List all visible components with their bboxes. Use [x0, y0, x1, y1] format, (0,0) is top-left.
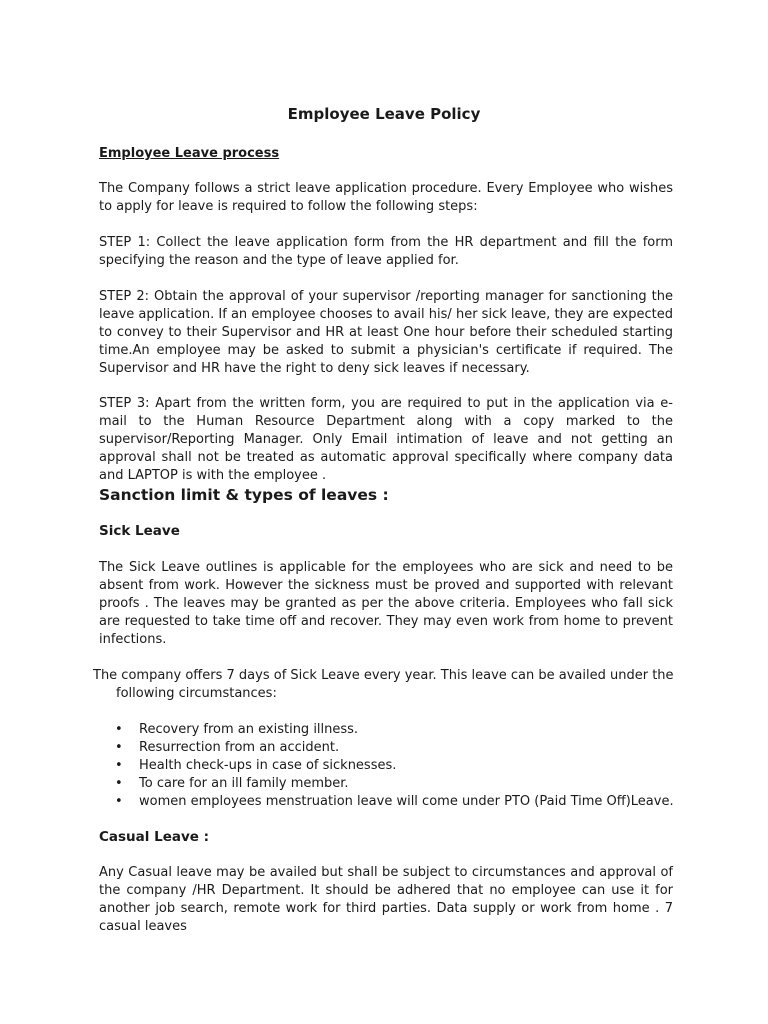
list-item: • To care for an ill family member. — [115, 775, 675, 793]
process-heading: Employee Leave process — [99, 146, 280, 161]
process-heading-wrap — [99, 145, 673, 163]
step2-paragraph: STEP 2: Obtain the approval of your supervisor /reporting manager for sanctioning the leave application. If an employee chooses to avail his/ her sick leave, they are expected to convey to their Supervisor and HR at least One hour before their scheduled starting time.An employee may be asked to submit a physician's certificate if required. The Supervisor and HR have the right to deny sick leaves if necessary. — [99, 289, 673, 376]
list-item: • women employees menstruation leave will come under PTO (Paid Time Off)Leave. — [115, 793, 675, 811]
sick-leave-heading: Sick Leave — [99, 523, 180, 539]
sanction-heading: Sanction limit & types of leaves : — [99, 486, 389, 504]
list-item: • Recovery from an existing illness. — [115, 721, 675, 739]
intro-paragraph: The Company follows a strict leave application procedure. Every Employee who wishes to apply for leave is required to follow the following steps: — [99, 181, 673, 214]
document-title: Employee Leave Policy — [287, 105, 481, 123]
casual-leave-description: Any Casual leave may be availed but shall be subject to circumstances and approval of the company /HR Department. It should be adhered that no employee can use it for another job search, remote work for third parties. Data supply or work from home . 7 casual leaves — [99, 865, 673, 934]
sick-leave-description: The Sick Leave outlines is applicable for the employees who are sick and need to be absent from work. However the sickness must be proved and supported with relevant proofs . The leaves may be granted as per the above criteria. Employees who fall sick are requested to take time off and recover. They may even work from home to prevent infections. — [99, 560, 673, 647]
list-item: • Health check-ups in case of sicknesses. — [115, 757, 675, 775]
step3-paragraph: STEP 3: Apart from the written form, you are required to put in the application via e-mail to the Human Resource Department along with a copy marked to the supervisor/Reporting Manager. Only Email intimation of leave and not getting an approval shall not be treated as automatic approval specifically where company data and LAPTOP is with the employee . — [99, 396, 673, 483]
sick-leave-circumstances — [115, 721, 675, 811]
casual-leave-heading: Casual Leave : — [99, 829, 210, 845]
sick-leave-offer: The company offers 7 days of Sick Leave every year. This leave can be availed under the following circumstances: — [93, 668, 674, 701]
step1-paragraph: STEP 1: Collect the leave application form from the HR department and fill the form specifying the reason and the type of leave applied for. — [99, 235, 673, 268]
list-item: • Resurrection from an accident. — [115, 739, 675, 757]
